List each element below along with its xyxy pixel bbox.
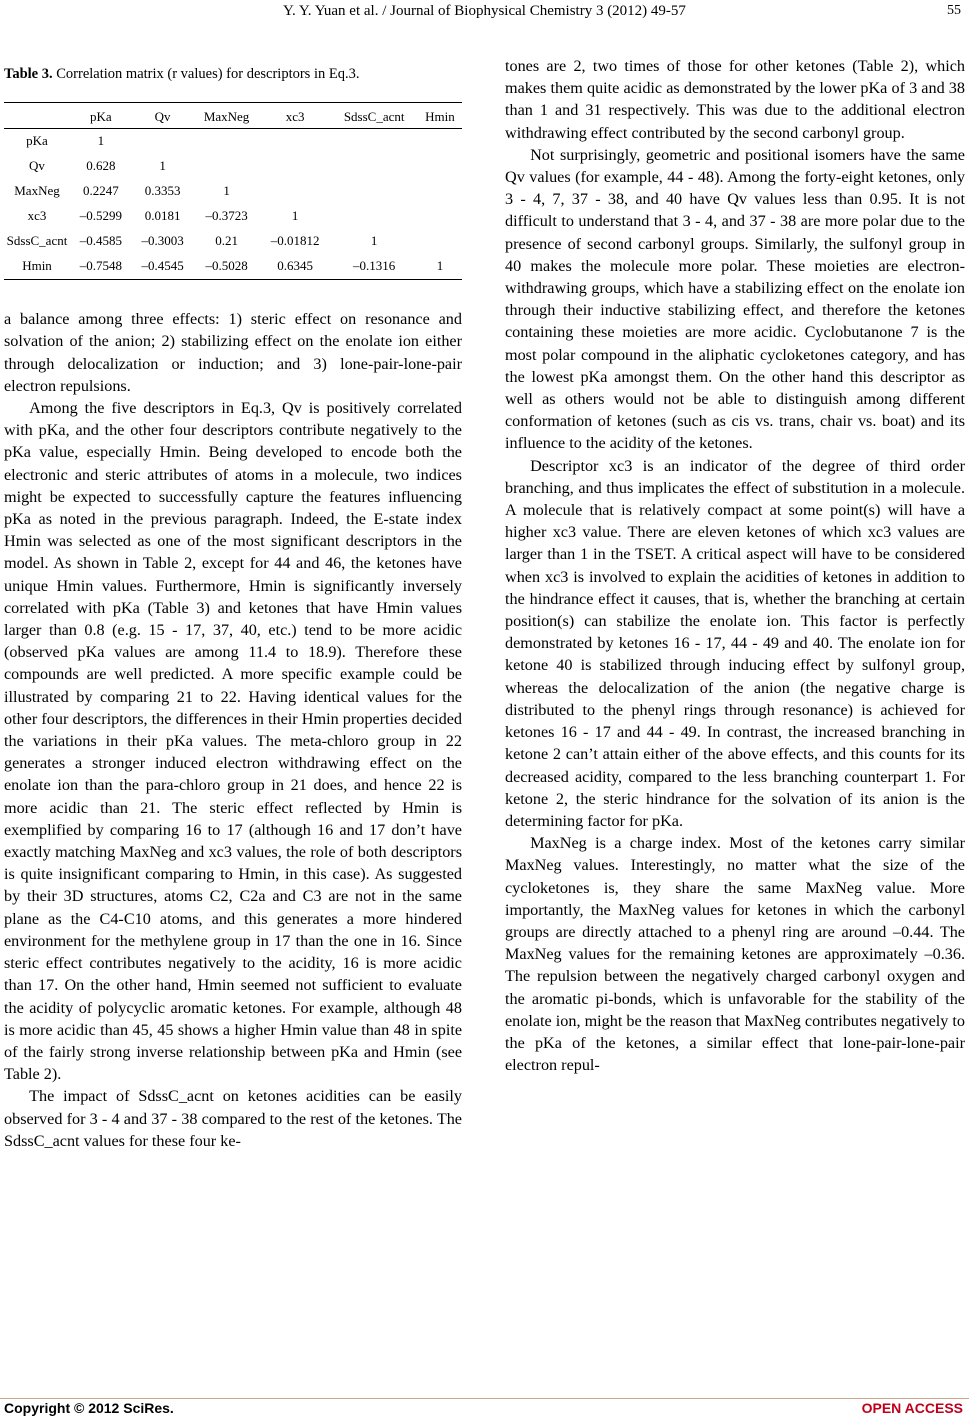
table-row xyxy=(4,129,462,155)
table-column-header: SdssC_acnt xyxy=(330,103,417,129)
table-cell: 0.0181 xyxy=(144,208,181,224)
left-column xyxy=(4,55,462,1152)
table-cell xyxy=(193,154,259,179)
table-cell: 1 xyxy=(159,158,166,174)
table-caption-text: Correlation matrix (r values) for descriptors in Eq.3. xyxy=(56,66,360,82)
table-row xyxy=(4,229,462,254)
table-caption xyxy=(4,63,462,85)
table-cell: –0.5299 xyxy=(79,208,122,224)
paragraph: a balance among three effects: 1) steric effect on resonance and solvation of the anion; 2) stabilizing effect on the enolate ion either through delocalization or induction; and 3) lone-pair-lone-pair electron repulsions. xyxy=(4,310,462,395)
table-cell: 1 xyxy=(97,133,105,149)
table-cell xyxy=(418,204,462,229)
copyright-notice: Copyright © 2012 SciRes. xyxy=(4,1400,174,1416)
table-cell xyxy=(260,179,331,204)
running-title: Y. Y. Yuan et al. / Journal of Biophysical Chemistry 3 (2012) 49-57 xyxy=(283,3,686,19)
table-column-header: Qv xyxy=(132,103,194,129)
page-header xyxy=(0,3,969,23)
table-cell xyxy=(418,129,462,155)
table-cell: –0.5028 xyxy=(193,254,259,280)
table-cell: –0.3723 xyxy=(205,208,248,224)
table-cell xyxy=(132,129,194,155)
page-footer xyxy=(0,1398,969,1417)
table-cell xyxy=(330,179,417,204)
correlation-table xyxy=(4,102,462,280)
table-column-header: MaxNeg xyxy=(193,103,259,129)
right-column xyxy=(505,55,965,1076)
table-cell xyxy=(330,129,417,155)
table-cell xyxy=(330,154,417,179)
table-cell: 0.6345 xyxy=(260,254,331,280)
table-caption-label: Table 3. xyxy=(4,66,53,82)
table-cell: 0.628 xyxy=(86,158,116,174)
table-cell xyxy=(418,229,462,254)
table-cell: –0.4545 xyxy=(132,254,194,280)
table-cell xyxy=(418,179,462,204)
table-row xyxy=(4,204,462,229)
table-column-header: pKa xyxy=(70,103,132,129)
table-cell: 1 xyxy=(291,208,299,224)
table-cell: –0.4585 xyxy=(79,233,122,249)
table-cell: 1 xyxy=(223,183,230,199)
table-cell: –0.1316 xyxy=(330,254,417,280)
table-row xyxy=(4,179,462,204)
paragraph: tones are 2, two times of those for other ketones (Table 2), which makes them quite acidic as demonstrated by the lower pKa of 3 and 38 than 1 and 31 respectively. This was due to the additional electron withdrawing effect contributed by the second carbonyl group. xyxy=(505,57,965,142)
table-row xyxy=(4,254,462,280)
table-cell: –0.01812 xyxy=(270,233,320,249)
table-cell: 1 xyxy=(418,254,462,280)
table-header-row xyxy=(4,103,462,129)
table-row xyxy=(4,154,462,179)
table-cell: 1 xyxy=(370,233,378,249)
table-cell: Hmin xyxy=(4,254,70,280)
table-column-header xyxy=(4,103,70,129)
paragraph: The impact of SdssC_acnt on ketones acidities can be easily observed for 3 - 4 and 37 - 38 compared to the rest of the ketones. The SdssC_acnt values for these four ke- xyxy=(4,1087,462,1150)
table-cell: SdssC_acnt xyxy=(6,233,68,249)
table-cell: Qv xyxy=(29,158,45,174)
table-column-header: xc3 xyxy=(260,103,331,129)
paragraph: Descriptor xc3 is an indicator of the degree of third order branching, and thus implicates the effect of substitution in a molecule. A molecule that is relatively compact at some point(s) will have a higher xc3 value. There are eleven ketones of which xc3 values are larger than 1 in the TSET. A critical aspect will have to be considered when xc3 is involved to explain the acidities of ketones in addition to the hindrance effect it causes, that is, whether the branching at certain position(s) can stabilize the enolate ion. This factor is perfectly demonstrated by ketones 16 - 17, 44 - 49 and 40. The enolate ion for ketone 40 is stabilized through inducing effect by sulfonyl group, whereas the delocalization of the anion (the negative charge is distributed to the phenyl rings through resonance) is achieved for ketones 16 - 17 and 44 - 49. In contrast, the increased branching in ketone 2 can’t attain either of the above effects, and this counts for its decreased acidity, compared to the less branching counterpart 1. For ketone 2, the steric hindrance for the solvation of its anion is the determining factor for pKa. xyxy=(505,456,965,830)
table-cell: –0.7548 xyxy=(70,254,132,280)
table-cell: –0.3003 xyxy=(141,233,184,249)
table-cell: xc3 xyxy=(27,208,47,224)
table-cell xyxy=(260,129,331,155)
table-cell: pKa xyxy=(26,133,48,149)
table-cell xyxy=(193,129,259,155)
table-cell xyxy=(418,154,462,179)
paragraph: Not surprisingly, geometric and positional isomers have the same Qv values (for example, 44 - 48). Among the forty-eight ketones, only 3 - 4, 7, 37 - 38, and 40 have Qv values less than 0.95. It is not difficult to understand that 3 - 4, and 37 - 38 are more polar due to the presence of second carbonyl groups. Similarly, the sulfonyl group in 40 makes the molecule more polar. These moieties are electron-withdrawing groups, which have a stabilizing effect on the enolate ion through their inductive stabilizing effect, and therefore the ketones containing these moieties are more acidic. Cyclobutanone 7 is the most polar compound in the aliphatic cycloketones category, and has the lowest pKa amongst them. On the other hand this descriptor as well as others would not be able to distinguish among different conformation of ketones (such as cis vs. trans, chair vs. boat) and its influence to the acidity of the ketones. xyxy=(505,145,965,453)
table-cell: 0.3353 xyxy=(144,183,181,199)
page-number: 55 xyxy=(947,3,961,18)
table-cell: MaxNeg xyxy=(14,183,60,199)
open-access-label: OPEN ACCESS xyxy=(861,1400,963,1416)
table-column-header: Hmin xyxy=(418,103,462,129)
paragraph: Among the five descriptors in Eq.3, Qv is positively correlated with pKa, and the other four descriptors contribute negatively to the pKa value, especially Hmin. Being developed to encode both the electronic and steric attributes of atoms in a molecule, two indices might be expected to successfully capture the features influencing pKa as noted in the previous paragraph. Indeed, the E-state index Hmin was selected as one of the most significant descriptors in the model. As shown in Table 2, except for 44 and 46, the ketones have unique Hmin values. Furthermore, Hmin is significantly inversely correlated with pKa (Table 3) and ketones that have Hmin values larger than 0.8 (e.g. 15 - 17, 37, 40, etc.) tend to be more acidic (observed pKa values are among 11.4 to 18.9). Therefore these compounds are well predicted. A more specific example could be illustrated by comparing 21 to 22. Having identical values for the other four descriptors, the differences in their Hmin properties decided the variations in their pKa values. The meta-chloro group in 22 generates a stronger induced electron withdrawing effect on the enolate ion than the para-chloro group in 21 does, and hence 22 is more acidic than 21. The steric effect reflected by Hmin is exemplified by comparing 16 to 17 (although 16 and 17 don’t have exactly matching MaxNeg and xc3 values, the role of both descriptors is quite insignificant comparing to Hmin, in this case). As suggested by their 3D structures, atoms C2, C2a and C3 are not in the same plane as the C4-C10 atoms, and this generates a more hindered environment for the methylene group in 17 than the one in 16. Since steric effect contributes negatively to the acidity, 16 is more acidic than 17. On the other hand, Hmin seemed not sufficient to evaluate the acidity of polycyclic aromatic ketones. For example, although 48 is more acidic than 45, 45 shows a higher Hmin value than 48 in spite of the fairly strong inverse relationship between pKa and Hmin (see Table 2). xyxy=(4,399,462,1084)
paragraph: MaxNeg is a charge index. Most of the ketones carry similar MaxNeg values. Interestingly, no matter what the size of the cycloketones is, they share the same MaxNeg value. More importantly, the MaxNeg values for ketones in which the carbonyl groups are directly attached to a phenyl ring are around –0.44. The MaxNeg values for the remaining ketones are approximately –0.36. The repulsion between the negatively charged carbonyl oxygen and the aromatic pi-bonds, which is unfavorable for the stability of the enolate ion, might be the reason that MaxNeg contributes negatively to the pKa of the ketones, a similar effect that lone-pair-lone-pair electron repul- xyxy=(505,834,965,1075)
table-cell xyxy=(330,204,417,229)
table-cell: 0.21 xyxy=(215,233,238,249)
table-cell xyxy=(260,154,331,179)
table-cell: 0.2247 xyxy=(82,183,119,199)
